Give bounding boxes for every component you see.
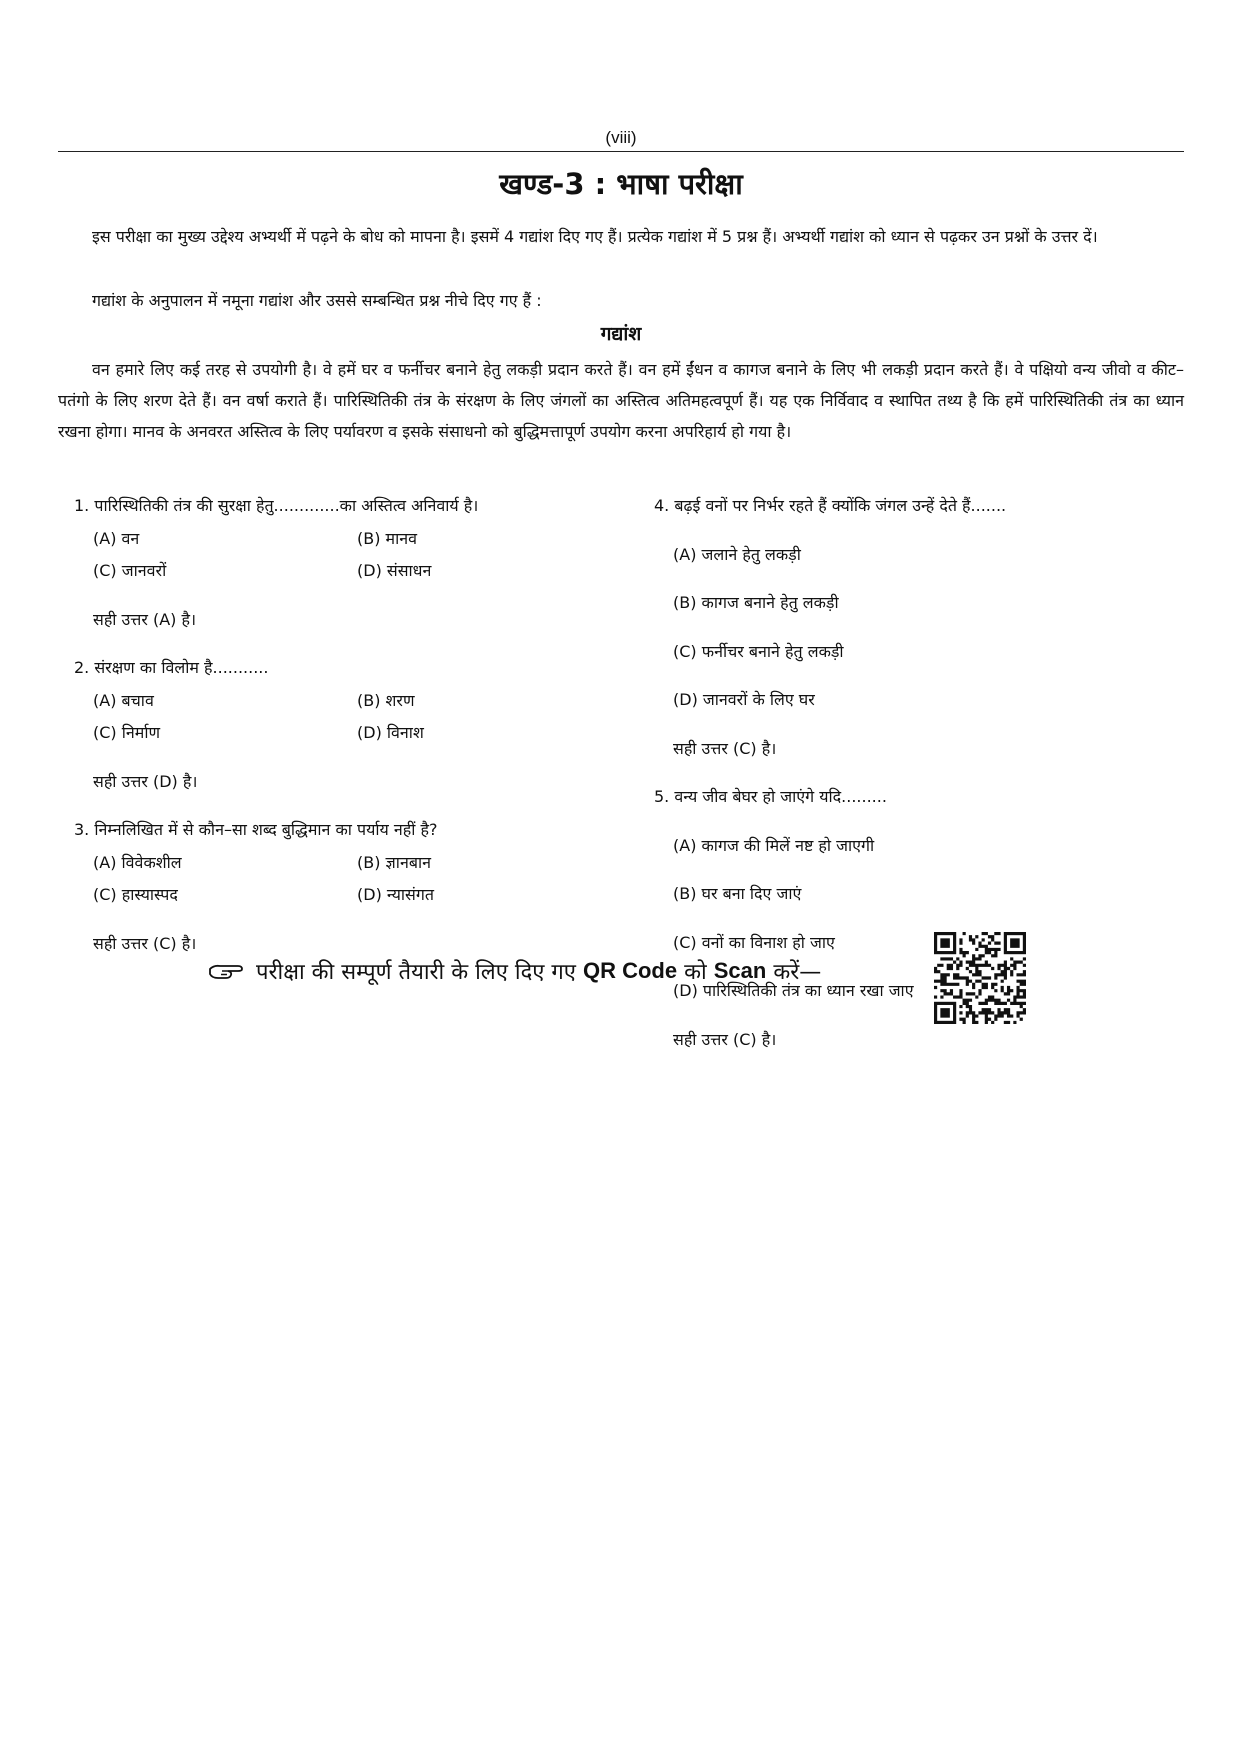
option-a: (A) वन (93, 528, 140, 548)
question-text: 2. संरक्षण का विलोम है........... (74, 658, 269, 677)
question-text: 5. वन्य जीव बेघर हो जाएंगे यदि......... (654, 787, 887, 806)
qr-code-image[interactable] (934, 932, 1026, 1024)
qr-callout (208, 956, 821, 986)
sample-note: गद्यांश के अनुपालन में नमूना गद्यांश और उससे सम्बन्धित प्रश्न नीचे दिए गए हैं : (92, 291, 542, 310)
option-c: (C) वनों का विनाश हो जाए (673, 932, 835, 952)
option-b: (B) कागज बनाने हेतु लकड़ी (673, 593, 839, 612)
question-text: 4. बढ़ई वनों पर निर्भर रहते हैं क्योंकि जंगल उन्हें देते हैं....... (654, 496, 1007, 515)
correct-answer: सही उत्तर (D) है। (93, 771, 198, 791)
options-row (74, 717, 634, 750)
option-d: (D) पारिस्थितिकी तंत्र का ध्यान रखा जाए (673, 981, 914, 1000)
question-block-5 (654, 781, 1174, 1056)
option-d: (D) विनाश (357, 723, 424, 742)
option-b: (B) ज्ञानबान (357, 852, 431, 872)
qr-text-scan: Scan (713, 958, 767, 983)
correct-answer: सही उत्तर (C) है। (673, 738, 777, 758)
options-row (74, 523, 634, 556)
option-c: (C) निर्माण (93, 723, 161, 742)
qr-text-qr-code: QR Code (582, 958, 678, 983)
pointing-hand-icon (208, 957, 246, 985)
question-block-3 (74, 814, 634, 960)
passage-text: वन हमारे लिए कई तरह से उपयोगी है। वे हमें घर व फर्नीचर बनाने हेतु लकड़ी प्रदान करते हैं। वन हमें ईंधन व कागज बनाने के लिए भी लकड़ी प्रदान करते हैं। वे पक्षियो वन्य जीवो व कीट–पतंगो के लिए शरण देते हैं। वन वर्षा कराते हैं। पारिस्थितिकी तंत्र के संरक्षण के लिए जंगलों का अस्तित्व अतिमहत्वपूर्ण हैं। यह एक निर्विवाद व स्थापित तथ्य है कि हमें पारिस्थितिकी तंत्र का ध्यान रखना होगा। मानव के अनवरत अस्तित्व के लिए पर्यावरण व इसके संसाधनो को बुद्धिमत्तापूर्ण उपयोग करना अपरिहार्य हो गया है। (58, 360, 1184, 441)
option-a: (A) बचाव (93, 690, 154, 710)
question-text: 3. निम्नलिखित में से कौन–सा शब्द बुद्धिमान का पर्याय नहीं है? (74, 820, 438, 839)
correct-answer: सही उत्तर (A) है। (93, 609, 197, 629)
option-d: (D) न्यासंगत (357, 885, 434, 904)
intro-paragraph: इस परीक्षा का मुख्य उद्देश्य अभ्यर्थी में पढ़ने के बोध को मापना है। इसमें 4 गद्यांश दिए गए हैं। प्रत्येक गद्यांश में 5 प्रश्न हैं। अभ्यर्थी गद्यांश को ध्यान से पढ़कर उन प्रश्नों के उत्तर दें। (92, 227, 1098, 246)
option-a: (A) कागज की मिलें नष्ट हो जाएगी (673, 835, 875, 855)
page-number: (viii) (605, 128, 637, 147)
option-d: (D) जानवरों के लिए घर (673, 690, 815, 709)
correct-answer: सही उत्तर (C) है। (93, 933, 197, 953)
option-b: (B) मानव (357, 528, 418, 548)
header-rule (58, 151, 1184, 152)
question-block-1 (74, 490, 634, 636)
option-d: (D) संसाधन (357, 561, 432, 580)
option-b: (B) शरण (357, 690, 415, 710)
question-text: 1. पारिस्थितिकी तंत्र की सुरक्षा हेतु.............का अस्तित्व अनिवार्य है। (74, 496, 479, 515)
options-row (74, 555, 634, 588)
option-a: (A) जलाने हेतु लकड़ी (673, 544, 801, 564)
question-block-2 (74, 652, 634, 798)
document-page (58, 0, 1184, 1755)
options-row (74, 879, 634, 912)
options-row (74, 847, 634, 880)
option-c: (C) हास्यास्पद (93, 885, 178, 904)
qr-text-part2: को (684, 960, 707, 985)
qr-text-part1: परीक्षा की सम्पूर्ण तैयारी के लिए दिए गए (256, 960, 576, 985)
correct-answer: सही उत्तर (C) है। (673, 1029, 777, 1049)
option-b: (B) घर बना दिए जाएं (673, 884, 802, 903)
option-c: (C) फर्नीचर बनाने हेतु लकड़ी (673, 641, 844, 661)
passage-heading: गद्यांश (600, 323, 642, 345)
options-row (74, 685, 634, 718)
questions-left-column (74, 490, 634, 976)
option-a: (A) विवेकशील (93, 852, 182, 872)
section-title: खण्ड-3 : भाषा परीक्षा (499, 167, 743, 201)
option-c: (C) जानवरों (93, 561, 167, 580)
question-block-4 (654, 490, 1174, 765)
qr-text-part3: करें— (773, 960, 822, 985)
